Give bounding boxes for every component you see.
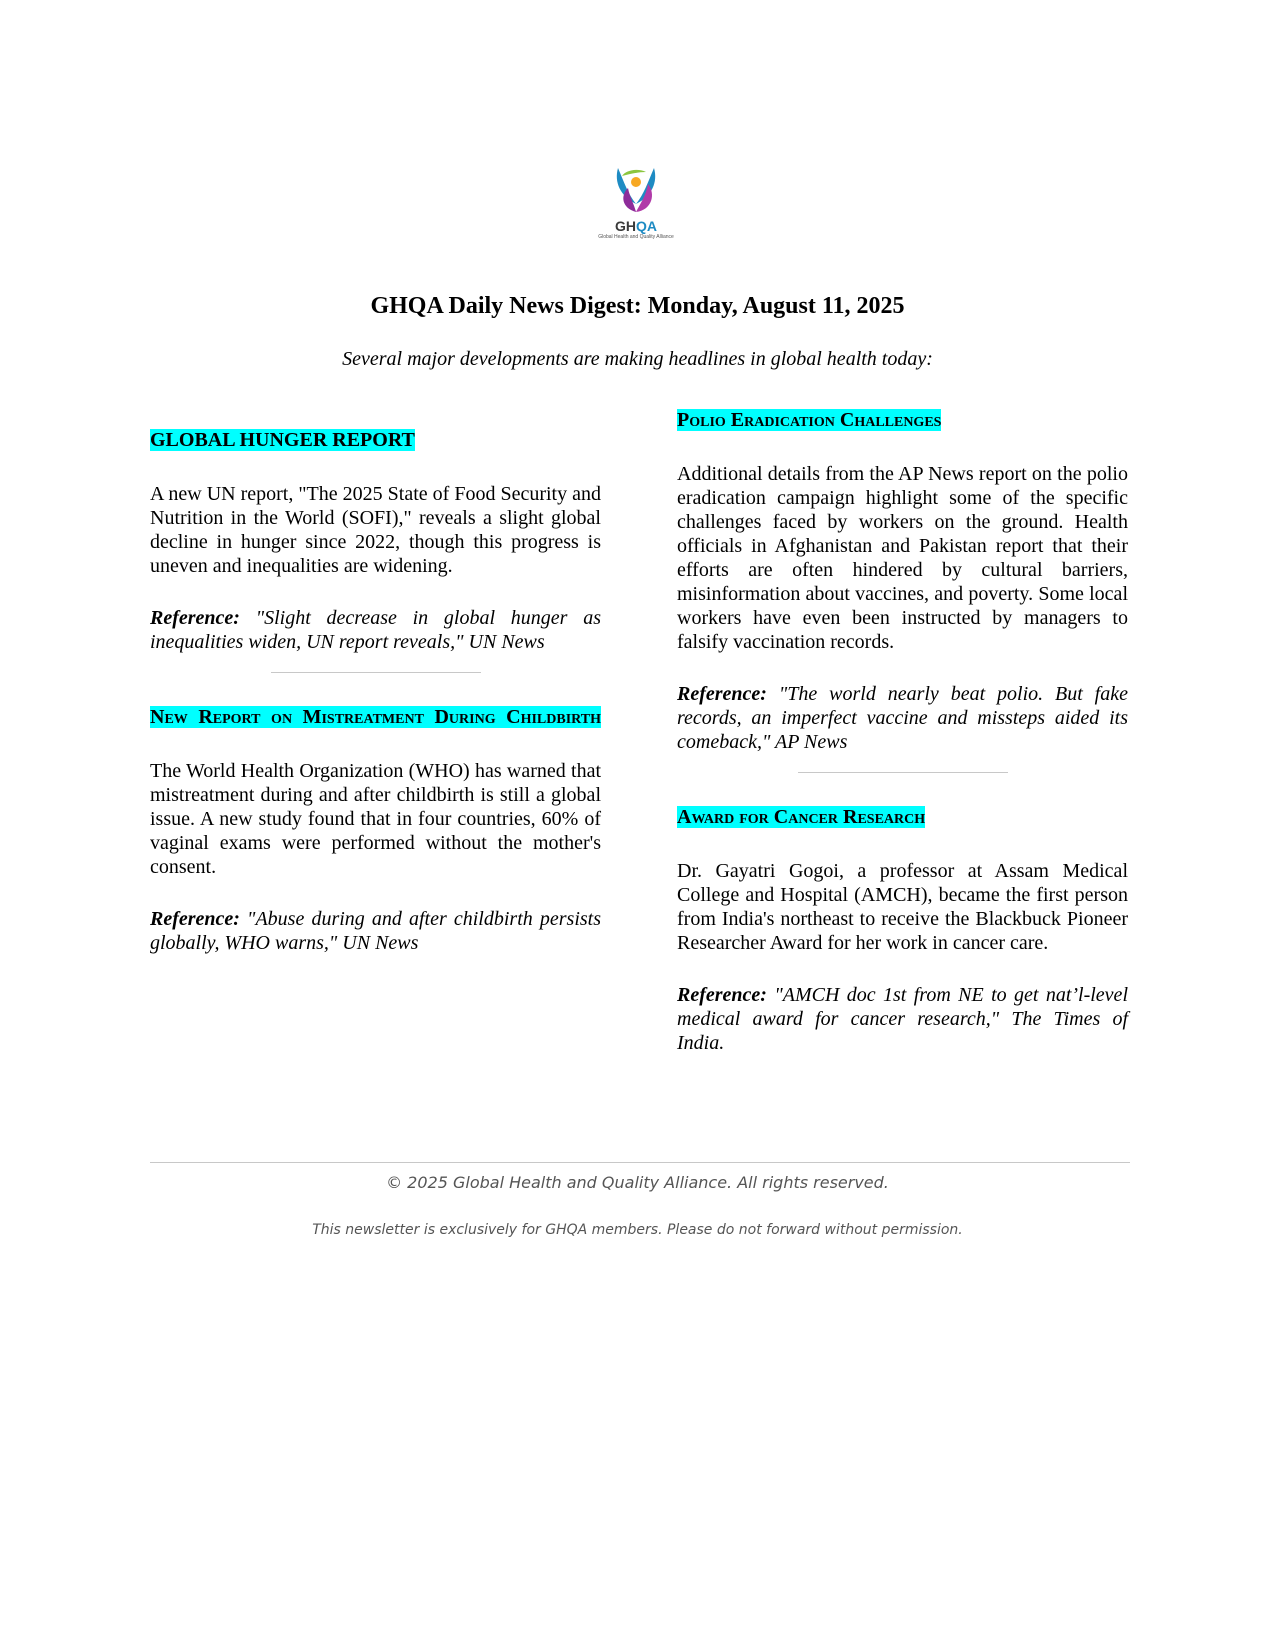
page-subtitle: Several major developments are making headlines in global health today: xyxy=(342,348,933,370)
right-column xyxy=(677,408,1128,1055)
article-heading: GLOBAL HUNGER REPORT xyxy=(150,429,415,451)
ghqa-logo xyxy=(596,160,676,250)
article-reference: Reference: "Abuse during and after childbirth persists globally, WHO warns," UN News xyxy=(150,908,601,954)
footer-notice: This newsletter is exclusively for GHQA members. Please do not forward without permission. xyxy=(312,1222,963,1238)
left-column xyxy=(150,428,601,955)
article-heading: New Report on Mistreatment During Childbirth xyxy=(150,706,601,728)
article-body: Additional details from the AP News report on the polio eradication campaign highlight some of the specific challenges faced by workers on the ground. Health officials in Afghanistan and Pakistan report that their efforts are often hindered by cultural barriers, misinformation about vaccines, and poverty. Some local workers have even been instructed by managers to falsify vaccination records. xyxy=(677,463,1128,653)
article-divider xyxy=(271,672,481,673)
article-childbirth-mistreatment xyxy=(150,705,601,955)
ghqa-wordmark: GHQA xyxy=(615,218,657,234)
article-polio-eradication xyxy=(677,408,1128,754)
ghqa-logo-emblem-icon xyxy=(610,160,662,216)
footer-copyright: © 2025 Global Health and Quality Alliance. All rights reserved. xyxy=(386,1173,889,1192)
article-reference: Reference: "Slight decrease in global hunger as inequalities widen, UN report reveals," UN News xyxy=(150,607,601,653)
page-title: GHQA Daily News Digest: Monday, August 11, 2025 xyxy=(370,293,905,319)
logo-tagline: Global Health and Quality Alliance xyxy=(598,234,674,240)
article-heading: Award for Cancer Research xyxy=(677,806,926,828)
article-global-hunger xyxy=(150,428,601,654)
article-divider xyxy=(798,772,1008,773)
article-body: A new UN report, "The 2025 State of Food Security and Nutrition in the World (SOFI)," reveals a slight global decline in hunger since 2022, though this progress is uneven and inequalities are widening. xyxy=(150,483,601,577)
article-reference: Reference: "The world nearly beat polio. But fake records, an imperfect vaccine and missteps aided its comeback," AP News xyxy=(677,683,1128,753)
article-heading: Polio Eradication Challenges xyxy=(677,409,942,431)
article-body: Dr. Gayatri Gogoi, a professor at Assam Medical College and Hospital (AMCH), became the first person from India's northeast to receive the Blackbuck Pioneer Researcher Award for her work in cancer care. xyxy=(677,860,1128,954)
article-body: The World Health Organization (WHO) has warned that mistreatment during and after childbirth is still a global issue. A new study found that in four countries, 60% of vaginal exams were performed without the mother's consent. xyxy=(150,760,601,878)
article-reference: Reference: "AMCH doc 1st from NE to get nat’l-level medical award for cancer research," The Times of India. xyxy=(677,984,1128,1054)
footer-divider xyxy=(150,1162,1130,1163)
article-cancer-award xyxy=(677,805,1128,1055)
